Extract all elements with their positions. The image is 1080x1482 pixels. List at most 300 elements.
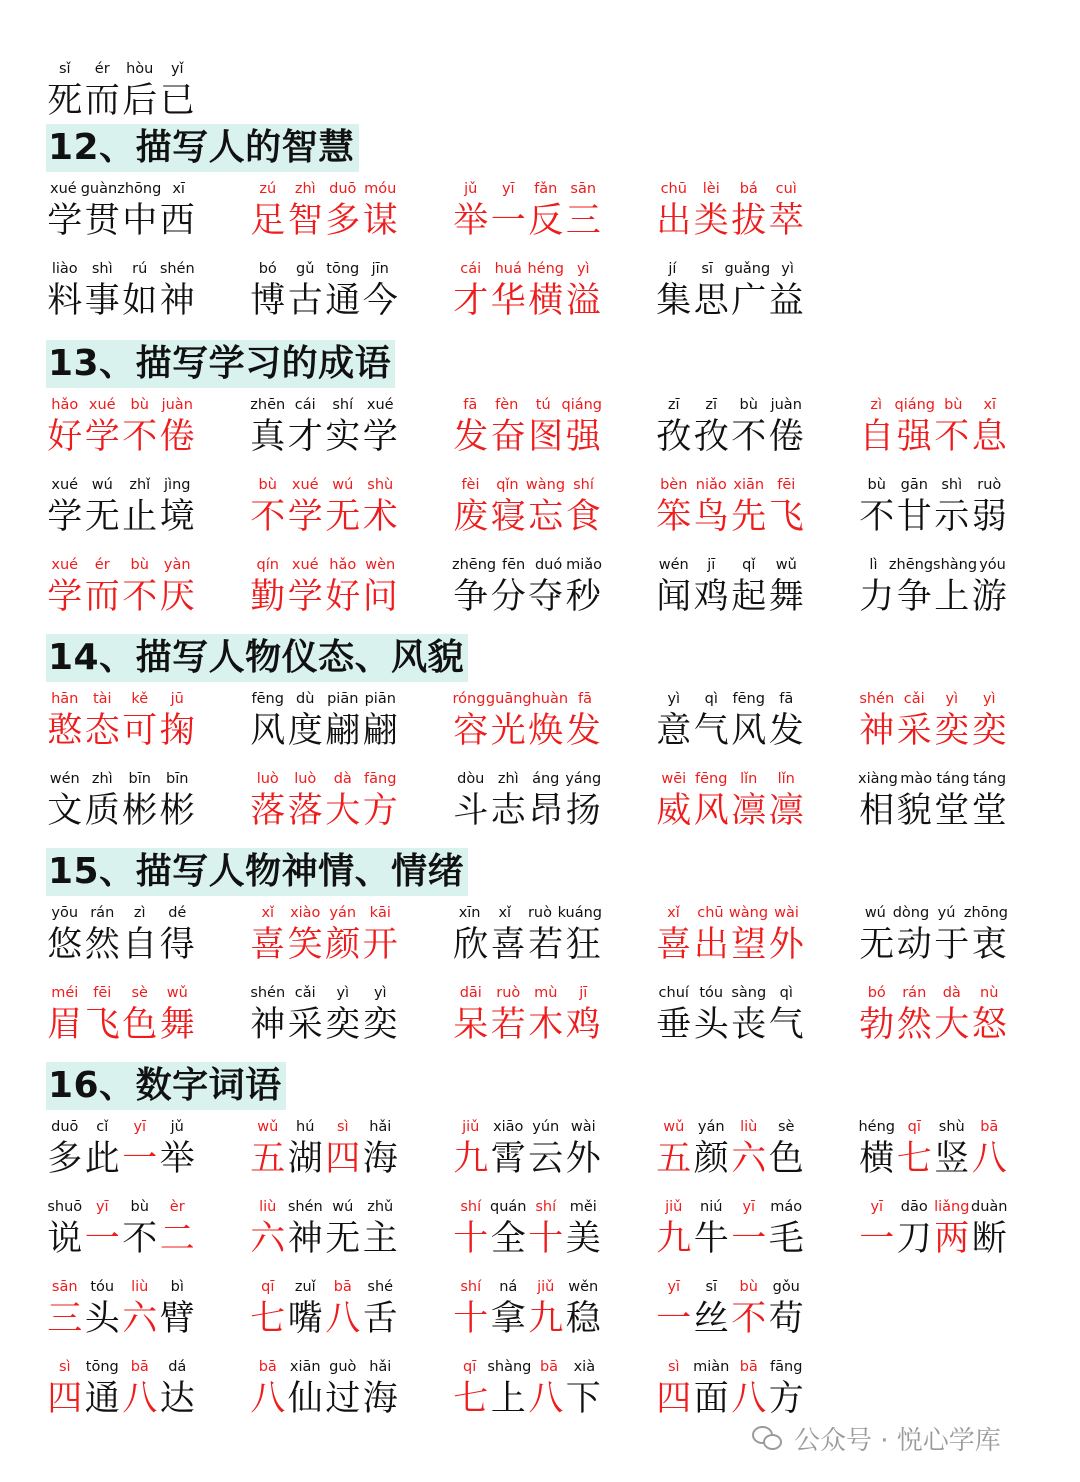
- hanzi-char: 夺: [528, 577, 564, 617]
- idiom-grid: [46, 388, 1080, 628]
- hanzi-char: 闻: [656, 577, 692, 617]
- pinyin-syllable: liù: [131, 1279, 149, 1295]
- idiom-pinyin: [858, 1196, 1008, 1218]
- idiom-item: [46, 252, 249, 332]
- pinyin-syllable: wú: [332, 477, 354, 493]
- pinyin-syllable: cái: [294, 397, 316, 413]
- pinyin-syllable: shén: [287, 1199, 323, 1215]
- hanzi-char: 谋: [362, 201, 398, 241]
- pinyin-syllable: bù: [130, 557, 149, 573]
- pinyin-syllable: shù: [367, 477, 394, 493]
- pinyin-syllable: ná: [499, 1279, 518, 1295]
- hanzi-char: 七: [453, 1379, 489, 1419]
- hanzi-char: 才: [287, 417, 323, 457]
- hanzi-char: 断: [971, 1219, 1007, 1259]
- pinyin-syllable: duó: [534, 557, 563, 573]
- pinyin-syllable: zhǔ: [367, 1199, 394, 1215]
- hanzi-char: 落: [287, 791, 323, 831]
- hanzi-char: 开: [362, 925, 398, 965]
- pinyin-syllable: shì: [941, 477, 963, 493]
- idiom-grid: [46, 172, 1080, 332]
- pinyin-syllable: bù: [130, 397, 149, 413]
- hanzi-char: 思: [693, 281, 729, 321]
- pinyin-syllable: xué: [88, 397, 116, 413]
- pinyin-syllable: hǎo: [51, 397, 79, 413]
- hanzi-char: 稳: [565, 1299, 601, 1339]
- pinyin-syllable: fēi: [93, 985, 112, 1001]
- hanzi-char: 八: [325, 1299, 361, 1339]
- idiom-item: [249, 468, 452, 548]
- pinyin-syllable: xué: [366, 397, 394, 413]
- pinyin-syllable: zhì: [497, 771, 519, 787]
- idiom-chars: [655, 924, 805, 966]
- idiom-item: [655, 252, 858, 332]
- hanzi-char: 学: [84, 417, 120, 457]
- pinyin-syllable: juàn: [770, 397, 802, 413]
- pinyin-syllable: fā: [779, 691, 794, 707]
- pinyin-syllable: shé: [367, 1279, 394, 1295]
- hanzi-char: 文: [47, 791, 83, 831]
- hanzi-char: 此: [84, 1139, 120, 1179]
- pinyin-syllable: liào: [51, 261, 78, 277]
- hanzi-char: 奕: [934, 711, 970, 751]
- idiom-item: [249, 172, 452, 252]
- pinyin-syllable: rán: [90, 905, 115, 921]
- pinyin-syllable: wěn: [568, 1279, 599, 1295]
- pinyin-syllable: duàn: [971, 1199, 1008, 1215]
- pinyin-syllable: duō: [51, 1119, 79, 1135]
- hanzi-char: 过: [325, 1379, 361, 1419]
- pinyin-syllable: dāo: [900, 1199, 928, 1215]
- pinyin-syllable: shuō: [47, 1199, 83, 1215]
- hanzi-char: 舞: [159, 1005, 195, 1045]
- idiom-pinyin: [655, 258, 805, 280]
- idiom-pinyin: [655, 554, 805, 576]
- hanzi-char: 威: [656, 791, 692, 831]
- hanzi-char: 气: [693, 711, 729, 751]
- idiom-item: [46, 388, 249, 468]
- hanzi-char: 五: [656, 1139, 692, 1179]
- hanzi-char: 木: [528, 1005, 564, 1045]
- hanzi-char: 广: [731, 281, 767, 321]
- pinyin-syllable: shí: [573, 477, 594, 493]
- hanzi-char: 头: [84, 1299, 120, 1339]
- hanzi-char: 落: [250, 791, 286, 831]
- idiom-item: [655, 388, 858, 468]
- hanzi-char: 斗: [453, 791, 489, 831]
- hanzi-char: 采: [896, 711, 932, 751]
- pinyin-syllable: fēi: [777, 477, 796, 493]
- idiom-item: [452, 976, 655, 1056]
- idiom-grid: [46, 896, 1080, 1056]
- idiom-chars: [249, 280, 399, 322]
- idiom-pinyin: [858, 768, 1008, 790]
- pinyin-syllable: dà: [333, 771, 352, 787]
- idiom-pinyin: [452, 768, 602, 790]
- idiom-pinyin: [655, 394, 805, 416]
- idiom-pinyin: [858, 394, 1008, 416]
- pinyin-syllable: kāi: [369, 905, 391, 921]
- hanzi-char: 学: [47, 497, 83, 537]
- pinyin-syllable: fā: [578, 691, 593, 707]
- pinyin-syllable: bù: [130, 1199, 149, 1215]
- pinyin-syllable: chū: [697, 905, 724, 921]
- idiom-item: [249, 388, 452, 468]
- idiom-pinyin: [655, 768, 805, 790]
- hanzi-char: 甘: [896, 497, 932, 537]
- hanzi-char: 西: [159, 201, 195, 241]
- hanzi-char: 鸡: [693, 577, 729, 617]
- pinyin-syllable: fèi: [461, 477, 480, 493]
- idiom-chars: [858, 924, 1008, 966]
- hanzi-char: 若: [528, 925, 564, 965]
- hanzi-char: 八: [971, 1139, 1007, 1179]
- idiom-item: [46, 1110, 249, 1190]
- hanzi-char: 七: [896, 1139, 932, 1179]
- pinyin-syllable: qiáng: [894, 397, 936, 413]
- hanzi-char: 强: [896, 417, 932, 457]
- pinyin-syllable: shén: [250, 985, 286, 1001]
- pinyin-syllable: bā: [739, 1359, 758, 1375]
- pinyin-syllable: héng: [858, 1119, 895, 1135]
- hanzi-char: 息: [971, 417, 1007, 457]
- section-15: [46, 848, 1080, 1056]
- idiom-chars: [452, 1378, 602, 1420]
- hanzi-char: 足: [250, 201, 286, 241]
- hanzi-char: 云: [528, 1139, 564, 1179]
- idiom-item: [249, 1110, 452, 1190]
- hanzi-char: 奕: [325, 1005, 361, 1045]
- idiom-pinyin: [249, 258, 399, 280]
- hanzi-char: 若: [490, 1005, 526, 1045]
- idiom-chars: [655, 416, 805, 458]
- hanzi-char: 方: [768, 1379, 804, 1419]
- hanzi-char: 发: [453, 417, 489, 457]
- pinyin-syllable: gǒu: [772, 1279, 800, 1295]
- pinyin-syllable: dòu: [457, 771, 485, 787]
- pinyin-syllable: móu: [364, 181, 397, 197]
- pinyin-syllable: yī: [501, 181, 515, 197]
- pinyin-syllable: yǐ: [170, 61, 184, 77]
- section-heading: 12、描写人的智慧: [46, 124, 359, 172]
- hanzi-char: 学: [287, 577, 323, 617]
- idiom-chars: [858, 576, 1008, 618]
- idiom-item: [858, 388, 1061, 468]
- hanzi-char: 争: [896, 577, 932, 617]
- idiom-chars: [46, 496, 196, 538]
- idiom-item: [858, 548, 1061, 628]
- hanzi-char: 料: [47, 281, 83, 321]
- pinyin-syllable: xiān: [733, 477, 765, 493]
- pinyin-syllable: xué: [51, 557, 79, 573]
- section-heading: 15、描写人物神情、情绪: [46, 848, 468, 896]
- pinyin-syllable: lǐn: [740, 771, 758, 787]
- pinyin-syllable: xīn: [458, 905, 481, 921]
- hanzi-char: 貌: [896, 791, 932, 831]
- section-12: [46, 124, 1080, 332]
- pinyin-syllable: yì: [336, 985, 350, 1001]
- idiom-pinyin: [452, 982, 602, 1004]
- pinyin-syllable: shì: [91, 261, 113, 277]
- pinyin-syllable: zhōng: [963, 905, 1008, 921]
- pinyin-syllable: yàn: [163, 557, 191, 573]
- hanzi-char: 死: [47, 81, 83, 121]
- pinyin-syllable: yáng: [565, 771, 602, 787]
- hanzi-char: 食: [565, 497, 601, 537]
- hanzi-char: 大: [325, 791, 361, 831]
- hanzi-char: 美: [565, 1219, 601, 1259]
- pinyin-syllable: shàng: [487, 1359, 532, 1375]
- idiom-chars: [249, 710, 399, 752]
- pinyin-syllable: jǔ: [170, 1119, 184, 1135]
- hanzi-char: 无: [859, 925, 895, 965]
- hanzi-char: 四: [656, 1379, 692, 1419]
- idiom-pinyin: [46, 902, 196, 924]
- idiom-pinyin: [655, 1276, 805, 1298]
- pinyin-syllable: sì: [336, 1119, 349, 1135]
- idiom-pinyin: [249, 688, 399, 710]
- hanzi-char: 横: [859, 1139, 895, 1179]
- idiom-item: [46, 976, 249, 1056]
- hanzi-char: 厌: [159, 577, 195, 617]
- pinyin-syllable: cuì: [775, 181, 797, 197]
- hanzi-char: 才: [453, 281, 489, 321]
- idiom-chars: [452, 496, 602, 538]
- hanzi-char: 不: [122, 1219, 158, 1259]
- hanzi-char: 勤: [250, 577, 286, 617]
- pinyin-syllable: luò: [294, 771, 317, 787]
- idiom-chars: [452, 1004, 602, 1046]
- hanzi-char: 不: [934, 417, 970, 457]
- idiom-chars: [858, 1138, 1008, 1180]
- idiom-chars: [249, 496, 399, 538]
- pinyin-syllable: fāng: [364, 771, 397, 787]
- idiom-item: [46, 762, 249, 842]
- hanzi-char: 五: [250, 1139, 286, 1179]
- pinyin-syllable: dāi: [459, 985, 482, 1001]
- pinyin-syllable: gān: [900, 477, 928, 493]
- hanzi-char: 然: [896, 1005, 932, 1045]
- pinyin-syllable: zú: [259, 181, 277, 197]
- hanzi-char: 风: [250, 711, 286, 751]
- idiom-chars: [46, 1298, 196, 1340]
- hanzi-char: 狂: [565, 925, 601, 965]
- idiom-item: [46, 468, 249, 548]
- hanzi-char: 度: [287, 711, 323, 751]
- idiom-pinyin: [452, 1276, 602, 1298]
- hanzi-char: 萃: [768, 201, 804, 241]
- pinyin-syllable: bā: [333, 1279, 352, 1295]
- hanzi-char: 垂: [656, 1005, 692, 1045]
- idiom-pinyin: [46, 178, 196, 200]
- hanzi-char: 飞: [768, 497, 804, 537]
- idiom-item: [46, 682, 249, 762]
- idiom-chars: [655, 1138, 805, 1180]
- pinyin-syllable: xué: [291, 557, 319, 573]
- pinyin-syllable: gǔ: [296, 261, 315, 277]
- hanzi-char: 止: [122, 497, 158, 537]
- hanzi-char: 中: [122, 201, 158, 241]
- pinyin-syllable: niǎo: [695, 477, 727, 493]
- idiom-pinyin: [858, 1116, 1008, 1138]
- pinyin-syllable: ruò: [496, 985, 521, 1001]
- idiom-item: [249, 682, 452, 762]
- hanzi-char: 集: [656, 281, 692, 321]
- hanzi-char: 喜: [656, 925, 692, 965]
- idiom-item: [655, 762, 858, 842]
- pinyin-syllable: bā: [980, 1119, 999, 1135]
- hanzi-char: 六: [122, 1299, 158, 1339]
- pinyin-syllable: jǔ: [464, 181, 478, 197]
- pinyin-syllable: jiǔ: [665, 1199, 683, 1215]
- hanzi-char: 十: [453, 1299, 489, 1339]
- idiom-pinyin: [249, 1276, 399, 1298]
- hanzi-char: 而: [84, 577, 120, 617]
- idiom-pinyin: [46, 554, 196, 576]
- idiom-item: [46, 172, 249, 252]
- hanzi-char: 出: [693, 925, 729, 965]
- hanzi-char: 事: [84, 281, 120, 321]
- hanzi-char: 丧: [731, 1005, 767, 1045]
- hanzi-char: 九: [453, 1139, 489, 1179]
- hanzi-char: 于: [934, 925, 970, 965]
- hanzi-char: 境: [159, 497, 195, 537]
- idiom-item: [452, 388, 655, 468]
- pinyin-syllable: shí: [460, 1199, 482, 1215]
- hanzi-char: 奋: [490, 417, 526, 457]
- hanzi-char: 争: [453, 577, 489, 617]
- hanzi-char: 风: [693, 791, 729, 831]
- idiom-chars: [858, 1004, 1008, 1046]
- pinyin-syllable: méi: [51, 985, 79, 1001]
- pinyin-syllable: wài: [774, 905, 799, 921]
- pinyin-syllable: hǎi: [369, 1119, 392, 1135]
- pinyin-syllable: xué: [50, 181, 77, 197]
- hanzi-char: 上: [934, 577, 970, 617]
- pinyin-syllable: róng: [452, 691, 486, 707]
- idiom-chars: [46, 1218, 196, 1260]
- pinyin-syllable: kě: [131, 691, 149, 707]
- pinyin-syllable: miàn: [693, 1359, 730, 1375]
- idiom-pinyin: [452, 394, 602, 416]
- hanzi-char: 博: [250, 281, 286, 321]
- hanzi-char: 色: [768, 1139, 804, 1179]
- idiom-chars: [452, 1218, 602, 1260]
- pinyin-syllable: mù: [534, 985, 558, 1001]
- pinyin-syllable: xiào: [290, 905, 321, 921]
- idiom-pinyin: [452, 1116, 602, 1138]
- hanzi-char: 下: [565, 1379, 601, 1419]
- pinyin-syllable: hòu: [126, 61, 154, 77]
- hanzi-char: 举: [453, 201, 489, 241]
- pinyin-syllable: zhǐ: [129, 477, 151, 493]
- pinyin-syllable: sì: [667, 1359, 680, 1375]
- idiom-pinyin: [46, 688, 196, 710]
- wechat-icon: [752, 1424, 784, 1452]
- pinyin-syllable: bì: [170, 1279, 184, 1295]
- hanzi-char: 忘: [528, 497, 564, 537]
- idiom-pinyin: [46, 982, 196, 1004]
- pinyin-syllable: yì: [982, 691, 996, 707]
- pinyin-syllable: yì: [373, 985, 387, 1001]
- idiom-item: [655, 468, 858, 548]
- pinyin-syllable: yì: [945, 691, 959, 707]
- hanzi-char: 神: [287, 1219, 323, 1259]
- idiom-pinyin: [452, 1356, 602, 1378]
- idiom-chars: [655, 200, 805, 242]
- hanzi-char: 九: [656, 1219, 692, 1259]
- hanzi-char: 外: [565, 1139, 601, 1179]
- pinyin-syllable: jiǔ: [537, 1279, 555, 1295]
- pinyin-syllable: dà: [942, 985, 961, 1001]
- idiom-chars: [452, 280, 602, 322]
- pinyin-syllable: yōu: [51, 905, 79, 921]
- pinyin-syllable: hān: [51, 691, 79, 707]
- hanzi-char: 昂: [528, 791, 564, 831]
- hanzi-char: 无: [325, 1219, 361, 1259]
- hanzi-char: 舞: [768, 577, 804, 617]
- hanzi-char: 不: [250, 497, 286, 537]
- pinyin-syllable: táng: [973, 771, 1007, 787]
- hanzi-char: 神: [159, 281, 195, 321]
- hanzi-char: 学: [362, 417, 398, 457]
- hanzi-char: 如: [122, 281, 158, 321]
- hanzi-char: 翩: [325, 711, 361, 751]
- idiom-chars: [249, 1378, 399, 1420]
- pinyin-syllable: yī: [95, 1199, 109, 1215]
- idiom-pinyin: [46, 1196, 196, 1218]
- idiom-pinyin: [655, 982, 805, 1004]
- pinyin-syllable: fā: [463, 397, 478, 413]
- hanzi-char: 分: [490, 577, 526, 617]
- idiom-chars: [452, 1298, 602, 1340]
- top-idiom-item: [46, 52, 246, 132]
- pinyin-syllable: bīn: [128, 771, 151, 787]
- idiom-item: [655, 548, 858, 628]
- hanzi-char: 已: [159, 81, 195, 121]
- pinyin-syllable: liù: [259, 1199, 277, 1215]
- hanzi-char: 望: [731, 925, 767, 965]
- pinyin-syllable: wàng: [728, 905, 769, 921]
- pinyin-syllable: lǐn: [777, 771, 795, 787]
- pinyin-syllable: dá: [168, 1359, 187, 1375]
- idiom-item: [452, 762, 655, 842]
- hanzi-char: 意: [656, 711, 692, 751]
- idiom-pinyin: [46, 394, 196, 416]
- idiom-item: [452, 252, 655, 332]
- hanzi-char: 相: [859, 791, 895, 831]
- pinyin-syllable: qī: [463, 1359, 477, 1375]
- pinyin-syllable: liù: [740, 1119, 758, 1135]
- hanzi-char: 真: [250, 417, 286, 457]
- hanzi-char: 八: [250, 1379, 286, 1419]
- hanzi-char: 牛: [693, 1219, 729, 1259]
- hanzi-char: 自: [859, 417, 895, 457]
- pinyin-syllable: guǎng: [724, 261, 771, 277]
- hanzi-char: 力: [859, 577, 895, 617]
- hanzi-char: 八: [122, 1379, 158, 1419]
- idiom-item: [249, 976, 452, 1056]
- pinyin-syllable: měi: [569, 1199, 597, 1215]
- hanzi-char: 学: [47, 577, 83, 617]
- idiom-item: [452, 1270, 655, 1350]
- hanzi-char: 外: [768, 925, 804, 965]
- hanzi-char: 笑: [287, 925, 323, 965]
- hanzi-char: 华: [490, 281, 526, 321]
- hanzi-char: 八: [528, 1379, 564, 1419]
- pinyin-syllable: guàn: [80, 181, 118, 197]
- pinyin-syllable: hú: [296, 1119, 315, 1135]
